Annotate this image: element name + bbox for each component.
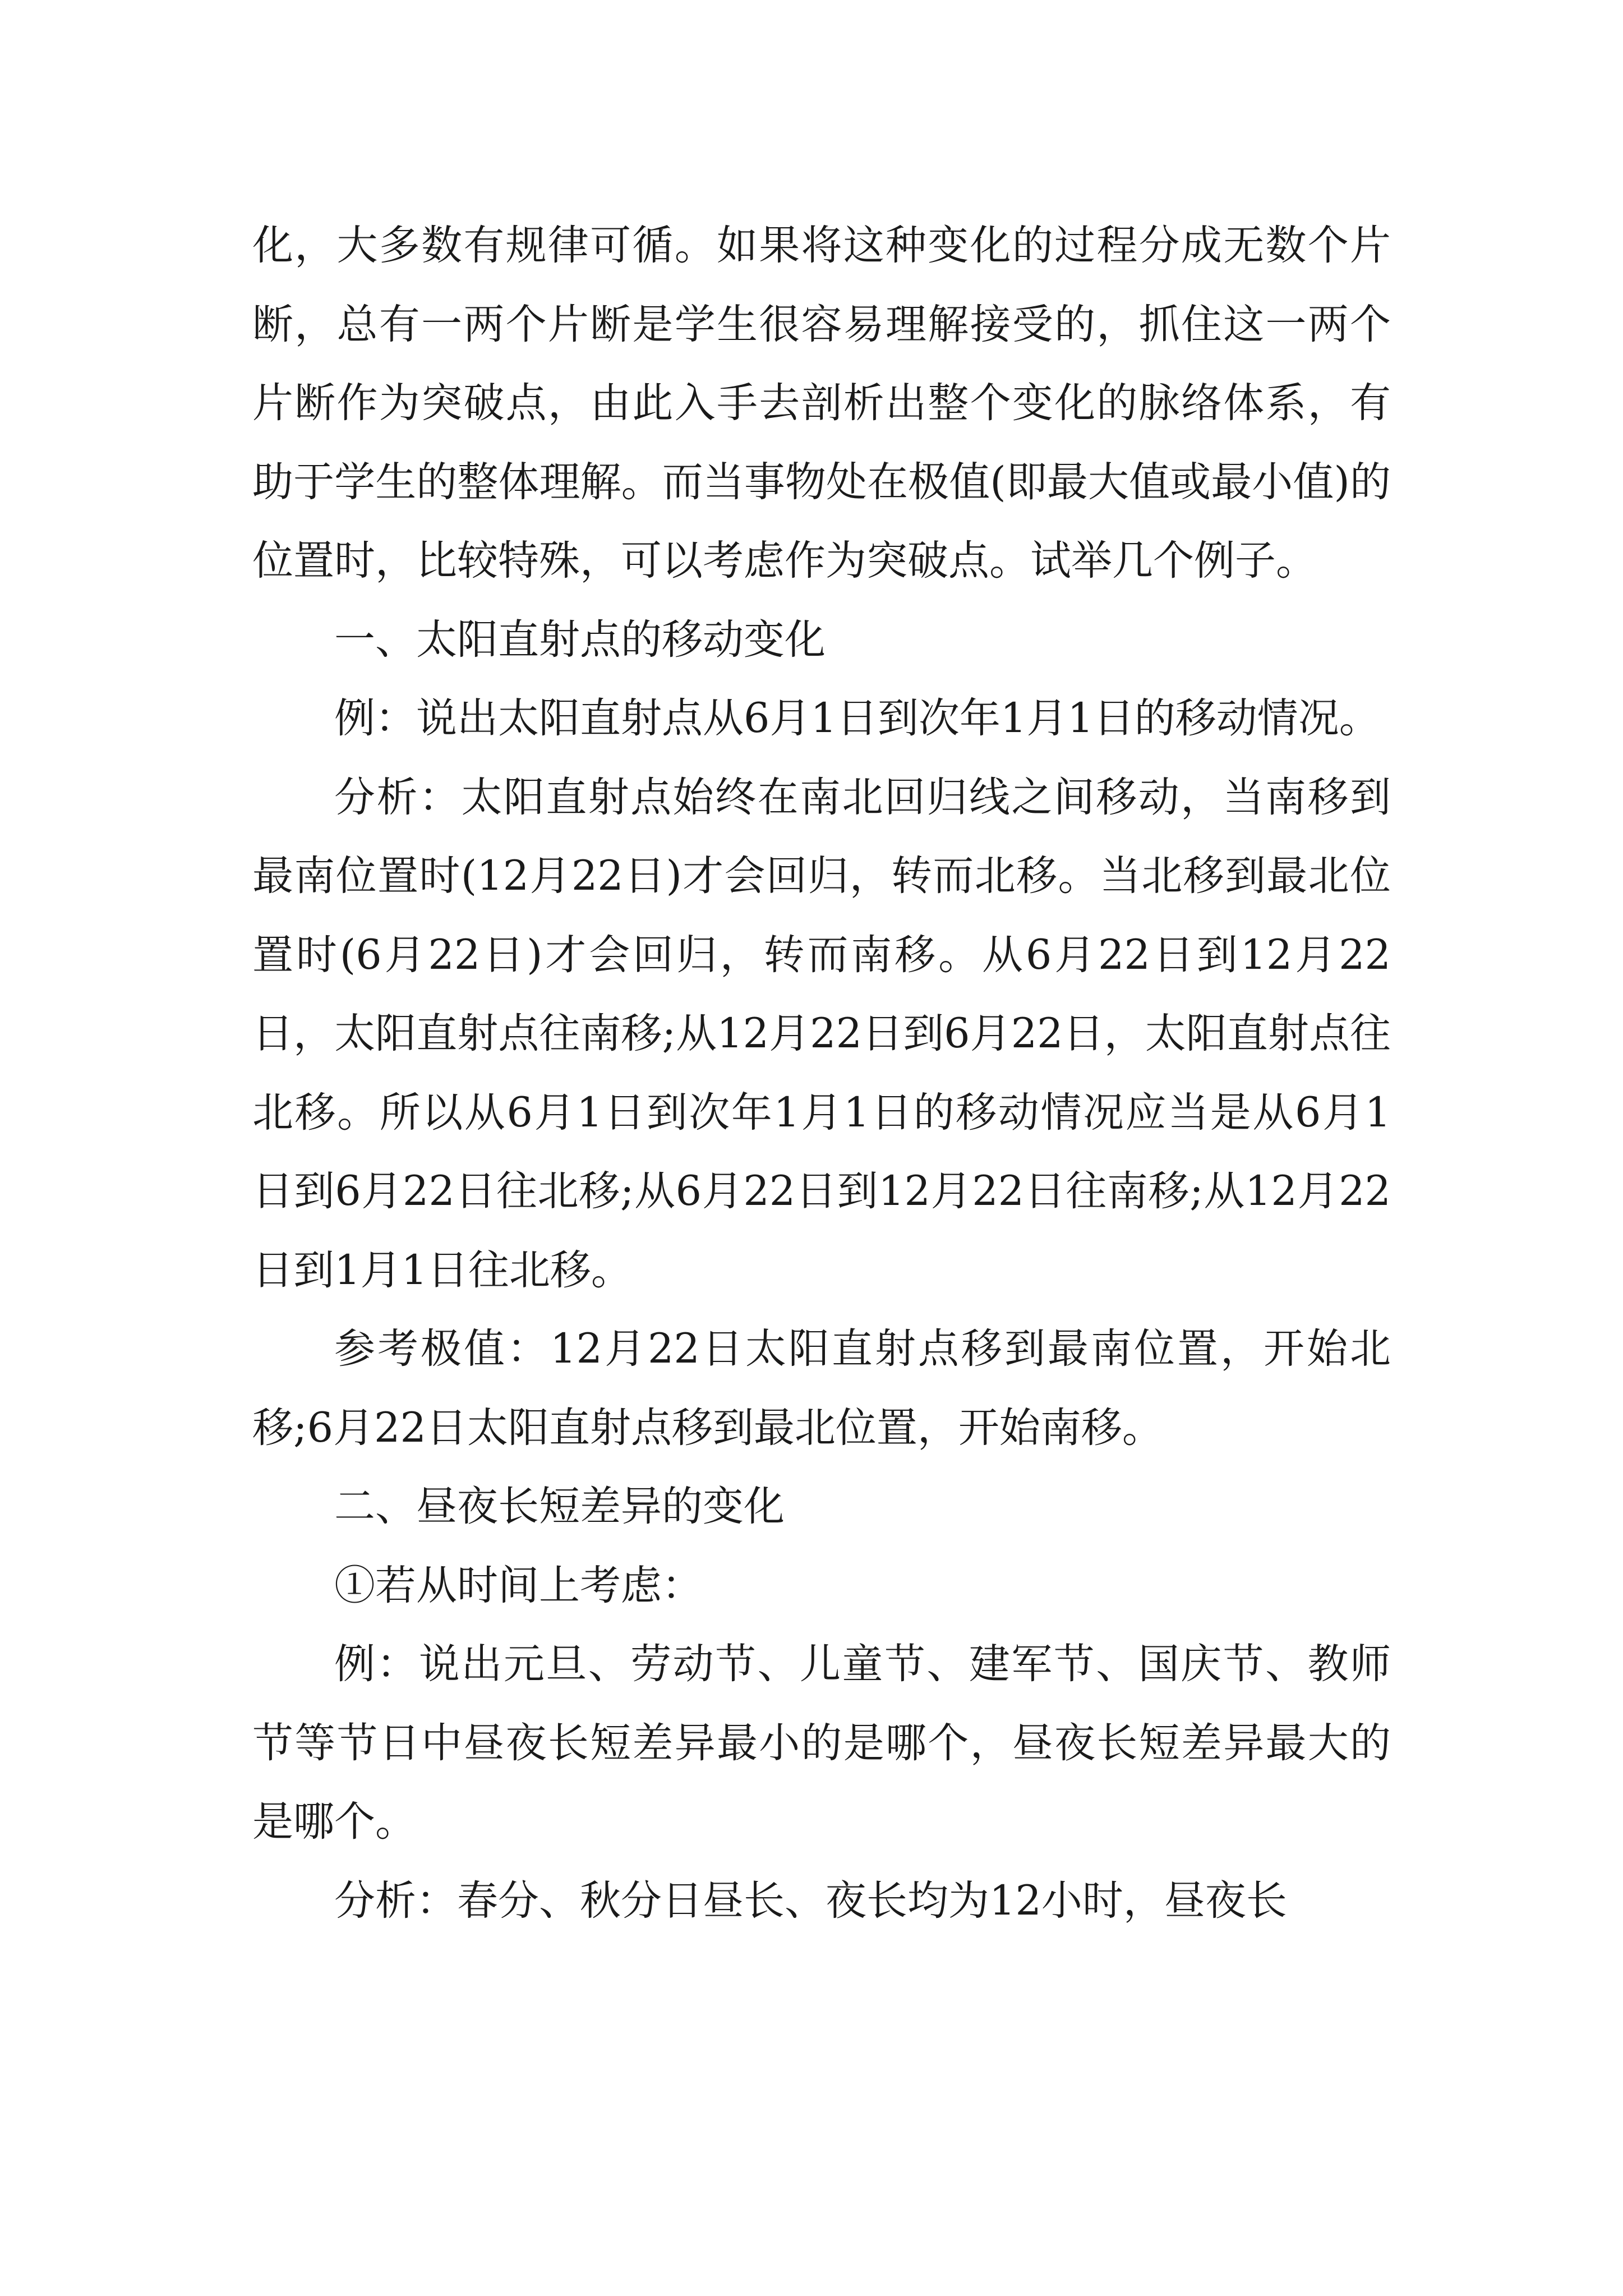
analysis-2: 分析：春分、秋分日昼长、夜长均为12小时，昼夜长	[334, 1876, 1287, 1925]
example-2: 例：说出元旦、劳动节、儿童节、建军节、国庆节、教师节等节日中昼夜长短差异最小的是哪个，昼夜长短差异最大的是哪个。	[252, 1640, 1391, 1846]
section-heading-1: 一、太阳直射点的移动变化	[334, 615, 826, 664]
section-heading-2: 二、昼夜长短差异的变化	[334, 1483, 785, 1530]
body-text	[252, 206, 1391, 1940]
example-1: 例：说出太阳直射点从6月1日到次年1月1日的移动情况。	[334, 694, 1380, 742]
paragraph-continuation: 化，大多数有规律可循。如果将这种变化的过程分成无数个片断，总有一两个片断是学生很容易理解接受的，抓住这一两个片断作为突破点，由此入手去剖析出整个变化的脉络体系，有助于学生的整体理解。而当事物处在极值(即最大值或最小值)的位置时，比较特殊，可以考虑作为突破点。试举几个例子。	[252, 222, 1391, 585]
analysis-1: 分析：太阳直射点始终在南北回归线之间移动，当南移到最南位置时(12月22日)才会回归，转而北移。当北移到最北位置时(6月22日)才会回归，转而南移。从6月22日到12月22日，太阳直射点往南移;从12月22日到6月22日，太阳直射点往北移。所以从6月1日到次年1月1日的移动情况应当是从6月1日到6月22日往北移;从6月22日到12月22日往南移;从12月22日到1月1日往北移。	[252, 773, 1391, 1294]
reference-extreme-1: 参考极值：12月22日太阳直射点移到最南位置，开始北移;6月22日太阳直射点移到最北位置，开始南移。	[252, 1325, 1391, 1452]
subheading-time: ①若从时间上考虑：	[334, 1561, 703, 1609]
